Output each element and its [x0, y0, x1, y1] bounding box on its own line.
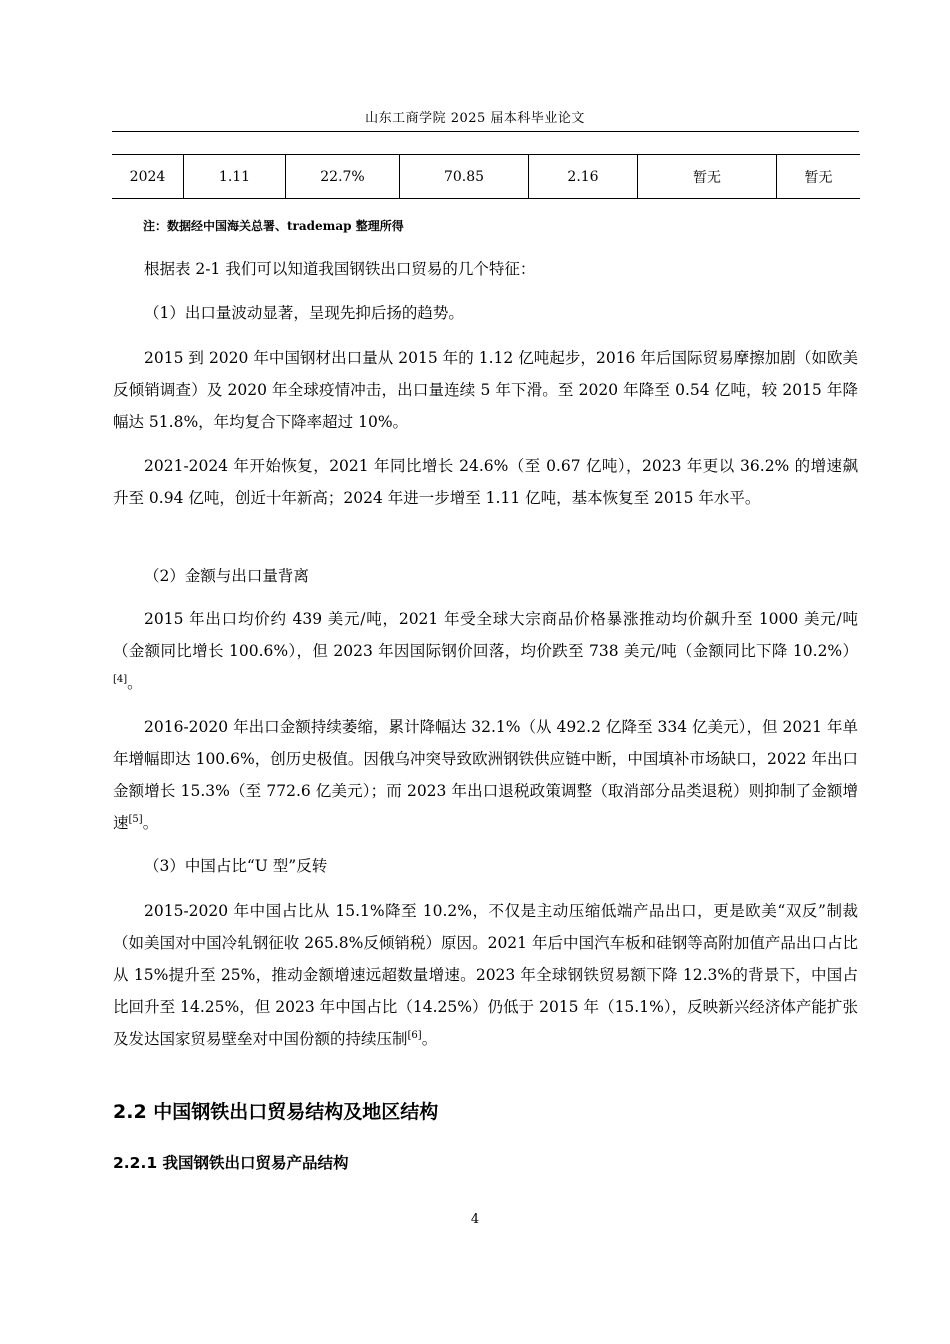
paragraph-body: 2015 年出口均价约 439 美元/吨，2021 年受全球大宗商品价格暴涨推动均价飙升至 1000 美元/吨（金额同比增长 100.6%），但 2023 年因国际钢价回落，均价跌至 738 美元/吨（金额同比下降 10.2%）: [113, 610, 858, 660]
point3-paragraph-1: [113, 895, 858, 1055]
data-table: [112, 154, 860, 199]
paragraph-end: 。: [142, 814, 159, 832]
paragraph-text: [113, 711, 858, 839]
subsection-heading: 2.2.1 我国钢铁出口贸易产品结构: [113, 1154, 349, 1172]
paragraph-body: 2016-2020 年出口金额持续萎缩，累计降幅达 32.1%（从 492.2 亿降至 334 亿美元），但 2021 年单年增幅即达 100.6%，创历史极值。因俄乌冲突导致欧洲钢铁供应链中断，中国填补市场缺口，2022 年出口金额增长 15.3%（至 772.6 亿美元）；而 2023 年出口退税政策调整（取消部分品类退税）则抑制了金额增速: [113, 718, 858, 832]
paragraph-text: （1）出口量波动显著，呈现先抑后扬的趋势。: [144, 304, 464, 322]
paragraph-text: [113, 895, 858, 1055]
point2-paragraph-2: [113, 711, 858, 839]
point1-paragraph-1: [113, 342, 858, 438]
running-header: 山东工商学院 2025 届本科毕业论文: [365, 111, 585, 126]
citation: [6]: [407, 1029, 422, 1041]
point2-title: [113, 560, 858, 592]
paragraph-end: 。: [421, 1030, 438, 1048]
paragraph-text: （2）金额与出口量背离: [144, 567, 309, 585]
paragraph-intro: [113, 253, 858, 285]
table-note: 注：数据经中国海关总署、trademap 整理所得: [143, 219, 404, 233]
table-cell: 暂无: [777, 155, 861, 199]
page-number: 4: [470, 1212, 480, 1227]
citation: [5]: [128, 813, 143, 825]
table-cell: 70.85: [400, 155, 529, 199]
table-cell: 暂无: [638, 155, 777, 199]
citation: [4]: [113, 673, 128, 685]
point3-title: [113, 850, 858, 882]
paragraph-text: 2021-2024 年开始恢复，2021 年同比增长 24.6%（至 0.67 亿吨），2023 年更以 36.2% 的增速飙升至 0.94 亿吨，创近十年新高；2024 年进一步增至 1.11 亿吨，基本恢复至 2015 年水平。: [113, 457, 858, 507]
point2-paragraph-1: [113, 603, 858, 699]
paragraph-text: （3）中国占比“U 型”反转: [144, 857, 328, 875]
paragraph-body: 2015-2020 年中国占比从 15.1%降至 10.2%，不仅是主动压缩低端产品出口，更是欧美“双反”制裁（如美国对中国冷轧钢征收 265.8%反倾销税）原因。2021 年后中国汽车板和硅钢等高附加值产品出口占比从 15%提升至 25%，推动金额增速远超数量增速。2023 年全球钢铁贸易额下降 12.3%的背景下，中国占比回升至 14.25%，但 2023 年中国占比（14.25%）仍低于 2015 年（15.1%），反映新兴经济体产能扩张及发达国家贸易壁垒对中国份额的持续压制: [113, 902, 858, 1048]
paragraph-text: 根据表 2-1 我们可以知道我国钢铁出口贸易的几个特征：: [144, 260, 536, 278]
point1-title: [113, 297, 858, 329]
table-cell: 22.7%: [286, 155, 400, 199]
table-cell: 2.16: [529, 155, 638, 199]
section-heading: 2.2 中国钢铁出口贸易结构及地区结构: [113, 1101, 439, 1123]
point1-paragraph-2: [113, 450, 858, 514]
paragraph-text: 2015 到 2020 年中国钢材出口量从 2015 年的 1.12 亿吨起步，2016 年后国际贸易摩擦加剧（如欧美反倾销调查）及 2020 年全球疫情冲击，出口量连续 5 年下滑。至 2020 年降至 0.54 亿吨，较 2015 年降幅达 51.8%，年均复合下降率超过 10%。: [113, 349, 858, 431]
table-cell: 1.11: [184, 155, 286, 199]
table-cell: 2024: [112, 155, 184, 199]
paragraph-text: [113, 603, 858, 699]
header-rule: [112, 131, 859, 132]
table-row: [112, 155, 860, 199]
paragraph-end: 。: [127, 674, 143, 692]
